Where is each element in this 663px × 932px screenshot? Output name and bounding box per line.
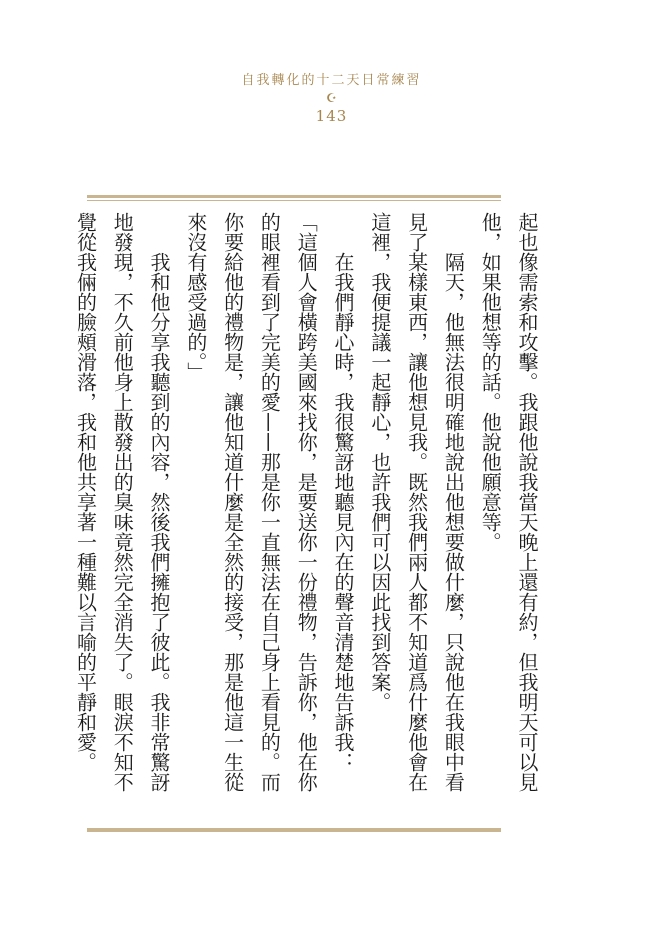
page-header — [0, 72, 663, 125]
book-title: 自我轉化的十二天日常練習 — [241, 73, 422, 88]
paragraph: 我和他分享我聽到的內容，然後我們擁抱了彼此。我非常驚訝地發現，不久前他身上散發出的臭味竟然完全消失了。眼淚不知不覺從我倆的臉頰滑落，我和他共享著一種難以言喻的平靜和愛。 — [73, 212, 172, 792]
body-text — [67, 212, 545, 807]
crescent-moon-icon: ☪ — [326, 91, 337, 105]
paragraph: 在我們靜心時，我很驚訝地聽見內在的聲音清楚地告訴我：「這個人會橫跨美國來找你，是要送你一份禮物，告訴你，他在你的眼裡看到了完美的愛——那是你一直無法在自己身上看見的。而你要給他的禮物是，讓他知道什麼是全然的接受，那是他這一生從來沒有感受過的。」 — [183, 212, 356, 792]
paragraph: 隔天，他無法很明確地說出他想要做什麼，只說他在我眼中看見了某樣東西，讓他想見我。既然我們兩人都不知道爲什麼他會在這裡，我便提議一起靜心，也許我們可以因此找到答案。 — [367, 212, 466, 792]
paragraph: 起也像需索和攻擊。我跟他說我當天晚上還有約，但我明天可以見他，如果他想等的話。他說他願意等。 — [478, 212, 539, 792]
page-number: 143 — [315, 107, 348, 125]
bottom-divider — [87, 826, 501, 832]
top-divider — [87, 195, 501, 201]
